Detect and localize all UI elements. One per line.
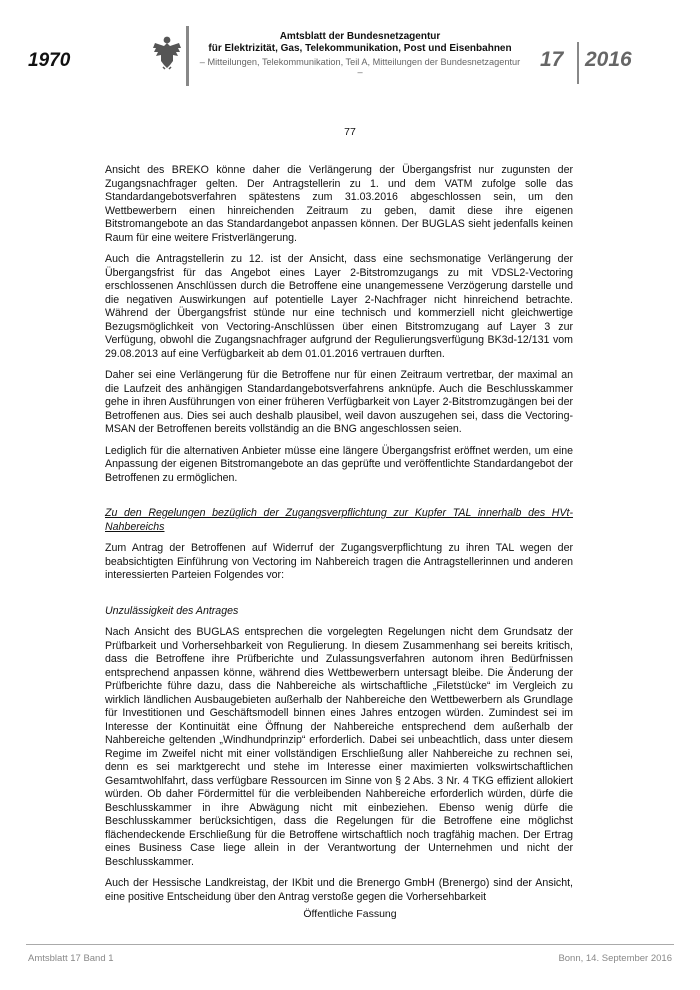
document-page-label: 77 xyxy=(344,126,356,138)
paragraph: Lediglich für die alternativen Anbieter müsse eine längere Übergangsfrist eröffnet werden, um eine Anpassung der eigenen Bitstromangebote an das geprüfte und veröffentlichte Standardangebot der Betroffenen zu ermöglichen. xyxy=(105,444,573,484)
paragraph: Daher sei eine Verlängerung für die Betroffene nur für einen Zeitraum vertretbar, der maximal an die Laufzeit des anhängigen Standardangebotsverfahrens anknüpfe. Auch die Beschlusskammer gehe in ihren Ausführungen von einer früheren Verfügbarkeit von Layer 2-Bitstromzugängen bei der Betroffenen aus. Dies sei auch deshalb plausibel, weil davon auszugehen sei, dass die Vectoring-MSAN der Betroffenen bereits vollständig an die BNG angeschlossen seien. xyxy=(105,369,573,435)
paragraph: Auch die Antragstellerin zu 12. ist der Ansicht, dass eine sechsmonatige Verlängerung der Übergangsfrist für das Angebot eines Layer 2-Bitstromzugangs zu mit VDSL2-Vectoring erschlossenen Anschlüssen durch die Betroffene eine unangemessene Verzögerung darstelle und die negativen Auswirkungen auf potentielle Layer 2-Nachfrager nicht hinreichend betrachte. Während der Übergangsfrist stünde nur eine technisch und kommerziell nicht gleichwertige Bezugsmöglichkeit von Vectoring-Anschlüssen über einen Bitstromzugang auf Layer 3 zur Verfügung, obwohl die Zugangsnachfrager aufgrund der Regulierungsverfügung BK3d-12/131 vom 29.08.2013 auf eine Verfügbarkeit ab dem 01.01.2016 vertrauen durften. xyxy=(105,253,573,360)
federal-eagle-icon xyxy=(152,34,182,70)
header-divider xyxy=(186,26,189,86)
publication-title-line2: für Elektrizität, Gas, Telekommunikation, Post und Eisenbahnen xyxy=(208,43,512,54)
sub-heading: Unzulässigkeit des Antrages xyxy=(105,604,239,617)
public-version-note: Öffentliche Fassung xyxy=(303,908,397,920)
footer-divider xyxy=(26,944,674,945)
issue-divider xyxy=(577,42,579,84)
footer-publication: Amtsblatt 17 Band 1 xyxy=(28,953,114,964)
paragraph: Nach Ansicht des BUGLAS entsprechen die vorgelegten Regelungen nicht dem Grundsatz der Prüfbarkeit und Vorhersehbarkeit von Regulierung. In diesem Zusammenhang sei bereits kritisch, dass die Betroffene ihre Prüfberichte und Zulassungsverfahren autonom ihren Bedürfnissen entsprechend anpassen könne, während dies Wettbewerbern untersagt bleibe. Die Änderung der Prüfberichte führe dazu, dass die Nahbereiche als wirtschaftliche „Filetstücke“ im Vergleich zu wirklich ländlichen Ausbaugebieten außerhalb der Nahbereiche den Wettbewerbern als Grundlage für Investitionen und Geschäftsmodell binnen eines Jahres entzogen würden. Zumindest sei im Interesse der Kontinuität eine Öffnung der Nahbereiche entsprechend dem außerhalb der Nahbereiche geltenden „Windhundprinzip“ erforderlich. Dabei sei unbeachtlich, dass unter diesem Regime im Zweifel nicht mit einer vollständigen Erschließung aller Nahbereiche zu rechnen sei, denn es sei marktgerecht und stehe im Interesse einer maximierten volkswirtschaftlichen Gesamtwohlfahrt, dass verfügbare Ressourcen im Sinne von § 2 Abs. 3 Nr. 4 TKG effizient allokiert würden. Ob daher Fördermittel für die verbleibenden Nahbereiche erforderlich würden, dürfe die Beschlusskammer in ihre Abwägung nicht mit einbeziehen. Ebenso wenig dürfe die Beschlusskammer berücksichtigen, dass die Regelungen für die Betroffene eine möglichst flächendeckende Erschließung für die Betroffene wirtschaftlich noch tragfähig machen. Der Ertrag eines Business Case liege allein in der Verantwortung der Unternehmen und nicht der Beschlusskammer. xyxy=(105,626,573,868)
section-heading: Zu den Regelungen bezüglich der Zugangsverpflichtung zur Kupfer TAL innerhalb des HVt-Nahbereichs xyxy=(105,507,573,533)
paragraph: Ansicht des BREKO könne daher die Verlängerung der Übergangsfrist nur zugunsten der Zugangsnachfrager gelten. Der Antragstellerin zu 1. und dem VATM zufolge solle das Standardangebotsverfahren spätestens zum 31.03.2016 abgeschlossen sein, um den Wettbewerbern einen hinreichenden Zeitraum zu geben, damit diese ihre eigenen Bitstromangebote an das Standardangebot anpassen können. Der BUGLAS sieht jedenfalls keinen Raum für eine weitere Fristverlängerung. xyxy=(105,164,573,244)
issue-year: 2016 xyxy=(585,48,632,71)
publication-title xyxy=(196,31,524,55)
page-number: 1970 xyxy=(28,50,71,71)
footer-date: Bonn, 14. September 2016 xyxy=(558,953,672,964)
publication-subtitle: – Mitteilungen, Telekommunikation, Teil A, Mitteilungen der Bundesnetzagentur – xyxy=(199,57,521,77)
issue-number: 17 xyxy=(540,48,564,71)
document-body xyxy=(105,164,573,912)
paragraph: Auch der Hessische Landkreistag, der IKbit und die Brenergo GmbH (Brenergo) sind der Ansicht, eine positive Entscheidung über den Antrag verstoße gegen die Vorhersehbarkeit xyxy=(105,877,573,903)
publication-title-line1: Amtsblatt der Bundesnetzagentur xyxy=(279,31,441,42)
paragraph: Zum Antrag der Betroffenen auf Widerruf der Zugangsverpflichtung zu ihren TAL wegen der beabsichtigten Einführung von Vectoring im Nahbereich tragen die Antragstellerinnen und anderen interessierten Parteien Folgendes vor: xyxy=(105,542,573,581)
